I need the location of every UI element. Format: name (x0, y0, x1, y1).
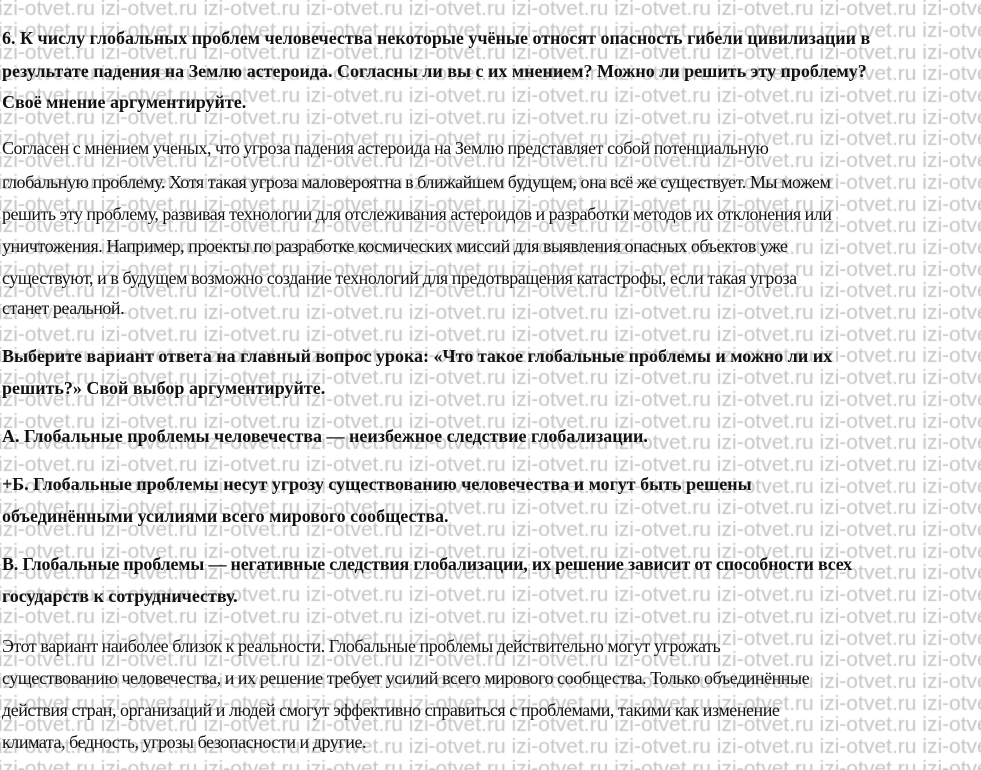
option-b: объединёнными усилиями всего мирового сообщества. (2, 506, 449, 526)
answer-line: глобальную проблему. Хотя такая угроза маловероятна в ближайшем будущем, она всё же существует. Мы можем (2, 172, 831, 192)
task-line: решить?» Свой выбор аргументируйте. (2, 378, 326, 398)
explanation-line: климата, бедность, угрозы безопасности и другие. (2, 732, 367, 752)
option-c: государств к сотрудничеству. (2, 586, 238, 606)
answer-line: уничтожения. Например, проекты по разработке космических миссий для выявления опасных объектов уже (2, 236, 788, 256)
question-line: результате падения на Землю астероида. Согласны ли вы с их мнением? Можно ли решить эту проблему? (2, 61, 867, 81)
option-b: +Б. Глобальные проблемы несут угрозу существованию человечества и могут быть решены (2, 474, 752, 494)
question-line: 6. К числу глобальных проблем человечества некоторые учёные относят опасность гибели цивилизации в (2, 28, 871, 48)
question-line: Своё мнение аргументируйте. (2, 92, 247, 112)
answer-line: Согласен с мнением ученых, что угроза падения астероида на Землю представляет собой потенциальную (2, 138, 769, 158)
explanation-line: Этот вариант наиболее близок к реальности. Глобальные проблемы действительно могут угрожать (2, 636, 721, 656)
answer-line: станет реальной. (2, 298, 125, 318)
task-line: Выберите вариант ответа на главный вопрос урока: «Что такое глобальные проблемы и можно ли их (2, 346, 833, 366)
explanation-line: существованию человечества, и их решение требует усилий всего мирового сообщества. Только объединённые (2, 668, 810, 688)
option-c: В. Глобальные проблемы — негативные следствия глобализации, их решение зависит от способности всех (2, 554, 852, 574)
explanation-line: действия стран, организаций и людей смогут эффективно справиться с проблемами, такими как изменение (2, 700, 780, 720)
option-a: А. Глобальные проблемы человечества — неизбежное следствие глобализации. (2, 426, 648, 446)
answer-line: существуют, и в будущем возможно создание технологий для предотвращения катастрофы, если такая угроза (2, 268, 797, 288)
answer-line: решить эту проблему, развивая технологии для отслеживания астероидов и разработки методов их отклонения или (2, 204, 832, 224)
